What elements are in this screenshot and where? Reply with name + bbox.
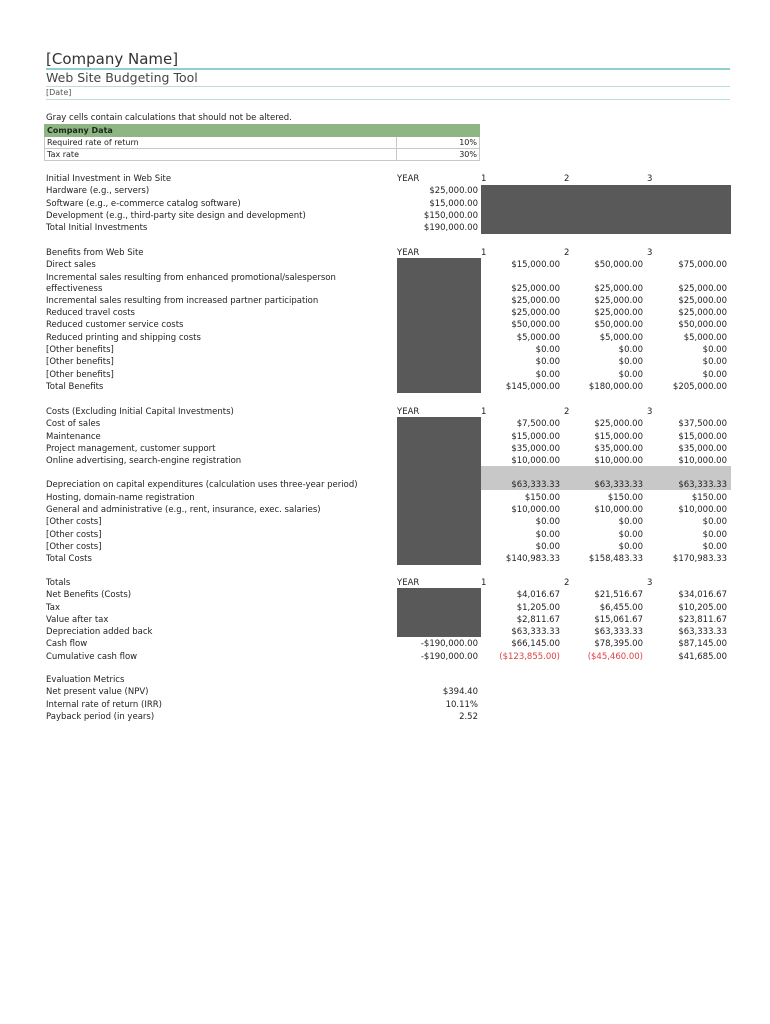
value-cell[interactable]: $15,000.00	[678, 431, 727, 442]
value-cell[interactable]: $0.00	[702, 357, 727, 368]
row-label: [Other benefits]	[46, 357, 114, 368]
value-cell[interactable]: $15,000.00	[429, 198, 478, 209]
table-row	[46, 553, 730, 565]
date-field[interactable]: [Date]	[46, 88, 72, 97]
year-0-cell: -$190,000.00	[420, 651, 478, 662]
company-data-heading: Company Data	[45, 125, 480, 137]
value-cell[interactable]: $25,000.00	[678, 283, 727, 294]
row-label: [Other benefits]	[46, 345, 114, 356]
section-heading: Costs (Excluding Initial Capital Investments)	[46, 407, 234, 417]
total-cell: $180,000.00	[588, 381, 643, 392]
table-row	[46, 516, 730, 528]
value-cell[interactable]: $50,000.00	[511, 320, 560, 331]
table-row	[46, 455, 730, 467]
total-cell: $66,145.00	[511, 639, 560, 650]
row-label: Direct sales	[46, 260, 96, 271]
total-cell: $205,000.00	[672, 381, 727, 392]
table-row	[45, 137, 480, 149]
value-cell[interactable]: $25,000.00	[678, 295, 727, 306]
table-row	[46, 479, 730, 491]
row-label: Project management, customer support	[46, 443, 216, 454]
value-cell[interactable]: $25,000.00	[594, 283, 643, 294]
negative-total-cell: ($45,460.00)	[587, 651, 643, 662]
value-cell[interactable]: $10,000.00	[678, 456, 727, 467]
year-3-label: 3	[647, 578, 653, 588]
total-cell: $190,000.00	[423, 223, 478, 234]
year-1-label: 1	[481, 407, 487, 417]
tax-rate-label: Tax rate	[45, 149, 397, 161]
row-label: Cost of sales	[46, 419, 101, 430]
npv-value: $394.40	[442, 687, 478, 698]
year-2-label: 2	[564, 248, 570, 258]
value-cell[interactable]: $15,000.00	[511, 431, 560, 442]
value-cell[interactable]: $10,000.00	[678, 505, 727, 516]
date-rule	[46, 99, 730, 100]
table-row	[46, 210, 730, 222]
value-cell[interactable]: $50,000.00	[594, 320, 643, 331]
table-row	[45, 149, 480, 161]
total-cell: $140,983.33	[505, 554, 560, 565]
row-label: Total Costs	[46, 554, 92, 565]
row-label: Cumulative cash flow	[46, 651, 138, 662]
row-label: Tax	[46, 602, 61, 613]
value-cell[interactable]: $25,000.00	[594, 419, 643, 430]
row-label: Cash flow	[46, 639, 88, 650]
table-row	[46, 699, 730, 711]
value-cell[interactable]: $0.00	[618, 369, 643, 380]
rate-of-return-label: Required rate of return	[45, 137, 397, 149]
row-label: [Other costs]	[46, 541, 102, 552]
table-row	[46, 492, 730, 504]
row-label: [Other benefits]	[46, 369, 114, 380]
table-row	[46, 638, 730, 650]
table-row	[46, 711, 730, 723]
year-label: YEAR	[397, 248, 420, 258]
total-cell: $2,811.67	[516, 614, 560, 625]
total-cell: $4,016.67	[516, 590, 560, 601]
value-cell[interactable]: $25,000.00	[678, 308, 727, 319]
total-cell: $63,333.33	[678, 627, 727, 638]
row-label: Depreciation on capital expenditures (calculation uses three-year period)	[46, 480, 358, 491]
value-cell[interactable]: $0.00	[535, 345, 560, 356]
value-cell[interactable]: $0.00	[535, 541, 560, 552]
totals-section	[46, 577, 730, 663]
value-cell[interactable]: $5,000.00	[516, 332, 560, 343]
value-cell[interactable]: $25,000.00	[511, 295, 560, 306]
value-cell[interactable]: $150.00	[607, 492, 643, 503]
year-3-label: 3	[647, 174, 653, 184]
row-label: Software (e.g., e-commerce catalog software)	[46, 198, 241, 209]
gray-cells-note: Gray cells contain calculations that should not be altered.	[46, 113, 292, 123]
year-2-label: 2	[564, 407, 570, 417]
total-cell: $78,395.00	[594, 639, 643, 650]
value-cell[interactable]: $150.00	[691, 492, 727, 503]
row-label: Net present value (NPV)	[46, 687, 149, 698]
value-cell[interactable]: $25,000.00	[594, 308, 643, 319]
table-row	[46, 185, 730, 197]
table-row	[46, 283, 730, 295]
value-cell[interactable]: $0.00	[618, 357, 643, 368]
row-label: Online advertising, search-engine registration	[46, 456, 242, 467]
rate-of-return-cell[interactable]: 10%	[397, 137, 480, 149]
value-cell[interactable]: $0.00	[618, 345, 643, 356]
total-cell: $87,145.00	[678, 639, 727, 650]
year-2-label: 2	[564, 174, 570, 184]
total-cell: $41,685.00	[678, 651, 727, 662]
irr-value: 10.11%	[445, 699, 478, 710]
value-cell[interactable]: $15,000.00	[511, 260, 560, 271]
value-cell[interactable]: $0.00	[535, 517, 560, 528]
value-cell[interactable]: $0.00	[702, 369, 727, 380]
value-cell[interactable]: $0.00	[702, 517, 727, 528]
year-1-label: 1	[481, 578, 487, 588]
row-label: [Other costs]	[46, 517, 102, 528]
value-cell[interactable]: $150,000.00	[423, 210, 478, 221]
costs-section	[46, 406, 730, 566]
table-row	[46, 431, 730, 443]
value-cell[interactable]: $35,000.00	[678, 443, 727, 454]
year-2-label: 2	[564, 578, 570, 588]
locked-cell: $63,333.33	[594, 480, 643, 491]
locked-cell: $63,333.33	[511, 480, 560, 491]
total-cell: $23,811.67	[678, 614, 727, 625]
total-cell: $63,333.33	[594, 627, 643, 638]
total-cell: $63,333.33	[511, 627, 560, 638]
table-row	[46, 443, 730, 455]
value-cell[interactable]: $50,000.00	[594, 260, 643, 271]
row-label: Value after tax	[46, 614, 109, 625]
year-label: YEAR	[397, 578, 420, 588]
table-row	[46, 626, 730, 638]
tax-rate-cell[interactable]: 30%	[397, 149, 480, 161]
table-row	[46, 332, 730, 344]
value-cell[interactable]: $0.00	[702, 529, 727, 540]
row-label: Internal rate of return (IRR)	[46, 699, 162, 710]
year-label: YEAR	[397, 174, 420, 184]
value-cell[interactable]: $0.00	[618, 529, 643, 540]
value-cell[interactable]: $10,000.00	[594, 505, 643, 516]
table-row	[46, 198, 730, 210]
value-cell[interactable]: $50,000.00	[678, 320, 727, 331]
year-label: YEAR	[397, 407, 420, 417]
total-cell: $6,455.00	[599, 602, 643, 613]
row-label: Reduced travel costs	[46, 308, 135, 319]
value-cell[interactable]: $25,000.00	[511, 283, 560, 294]
year-3-label: 3	[647, 407, 653, 417]
row-label: Development (e.g., third-party site design and development)	[46, 210, 306, 221]
row-label: Incremental sales resulting from enhanced promotional/salesperson	[46, 272, 336, 283]
value-cell[interactable]: $0.00	[535, 369, 560, 380]
year-1-label: 1	[481, 174, 487, 184]
value-cell[interactable]: $35,000.00	[511, 443, 560, 454]
negative-total-cell: ($123,855.00)	[499, 651, 560, 662]
value-cell[interactable]: $35,000.00	[594, 443, 643, 454]
total-cell: $34,016.67	[678, 590, 727, 601]
subtitle-rule	[46, 86, 730, 87]
section-heading: Evaluation Metrics	[46, 675, 125, 685]
payback-value: 2.52	[459, 711, 478, 722]
value-cell[interactable]: $10,000.00	[594, 456, 643, 467]
company-name: [Company Name]	[46, 50, 179, 68]
table-row	[46, 381, 730, 393]
table-row	[46, 614, 730, 626]
row-label: Net Benefits (Costs)	[46, 590, 132, 601]
benefits-section	[46, 247, 730, 393]
value-cell[interactable]: $10,000.00	[511, 456, 560, 467]
value-cell[interactable]: $37,500.00	[678, 419, 727, 430]
value-cell[interactable]: $75,000.00	[678, 260, 727, 271]
table-row	[46, 272, 730, 283]
total-cell: $170,983.33	[672, 554, 727, 565]
row-label: Incremental sales resulting from increased partner participation	[46, 295, 319, 306]
value-cell[interactable]: $150.00	[524, 492, 560, 503]
table-row	[46, 589, 730, 601]
row-label: [Other costs]	[46, 529, 102, 540]
total-cell: $1,205.00	[516, 602, 560, 613]
total-cell: $21,516.67	[594, 590, 643, 601]
table-row	[46, 504, 730, 516]
company-data-table	[44, 124, 480, 161]
table-row	[46, 344, 730, 356]
table-row	[46, 319, 730, 331]
total-cell: $15,061.67	[594, 614, 643, 625]
table-row	[46, 529, 730, 541]
total-cell: $158,483.33	[588, 554, 643, 565]
value-cell[interactable]: $25,000.00	[429, 186, 478, 197]
row-label: Hardware (e.g., servers)	[46, 186, 150, 197]
total-cell: $145,000.00	[505, 381, 560, 392]
total-cell: $10,205.00	[678, 602, 727, 613]
table-row	[46, 602, 730, 614]
metrics-section	[46, 674, 730, 723]
value-cell[interactable]: $10,000.00	[511, 505, 560, 516]
page-title: Web Site Budgeting Tool	[46, 70, 198, 85]
value-cell[interactable]: $0.00	[535, 529, 560, 540]
investment-section	[46, 173, 730, 234]
table-row	[46, 651, 730, 663]
table-row	[46, 541, 730, 553]
section-heading: Benefits from Web Site	[46, 248, 144, 258]
table-row	[46, 686, 730, 698]
table-row	[46, 295, 730, 307]
value-cell[interactable]: $15,000.00	[594, 431, 643, 442]
section-heading: Initial Investment in Web Site	[46, 174, 172, 184]
row-label: Total Benefits	[46, 381, 104, 392]
value-cell[interactable]: $5,000.00	[599, 332, 643, 343]
table-row	[46, 418, 730, 430]
row-label: Payback period (in years)	[46, 711, 155, 722]
row-label: Hosting, domain-name registration	[46, 492, 195, 503]
row-label: General and administrative (e.g., rent, insurance, exec. salaries)	[46, 505, 321, 516]
row-label: Reduced customer service costs	[46, 320, 184, 331]
row-label: Maintenance	[46, 431, 101, 442]
year-3-label: 3	[647, 248, 653, 258]
value-cell[interactable]: $0.00	[618, 541, 643, 552]
year-1-label: 1	[481, 248, 487, 258]
value-cell[interactable]: $0.00	[618, 517, 643, 528]
row-label-continued: effectiveness	[46, 283, 103, 294]
table-row	[46, 259, 730, 271]
section-heading: Totals	[46, 578, 71, 588]
value-cell[interactable]: $0.00	[535, 357, 560, 368]
row-label: Reduced printing and shipping costs	[46, 332, 201, 343]
table-row	[46, 356, 730, 368]
value-cell[interactable]: $0.00	[702, 345, 727, 356]
spacer-row	[46, 467, 730, 479]
year-0-cell: -$190,000.00	[420, 639, 478, 650]
value-cell[interactable]: $7,500.00	[516, 419, 560, 430]
value-cell[interactable]: $25,000.00	[594, 295, 643, 306]
row-label: Total Initial Investments	[46, 223, 148, 234]
value-cell[interactable]: $25,000.00	[511, 308, 560, 319]
value-cell[interactable]: $5,000.00	[683, 332, 727, 343]
row-label: Depreciation added back	[46, 627, 153, 638]
table-row	[46, 222, 730, 234]
table-row	[46, 307, 730, 319]
table-row	[46, 369, 730, 381]
locked-cell: $63,333.33	[678, 480, 727, 491]
value-cell[interactable]: $0.00	[702, 541, 727, 552]
